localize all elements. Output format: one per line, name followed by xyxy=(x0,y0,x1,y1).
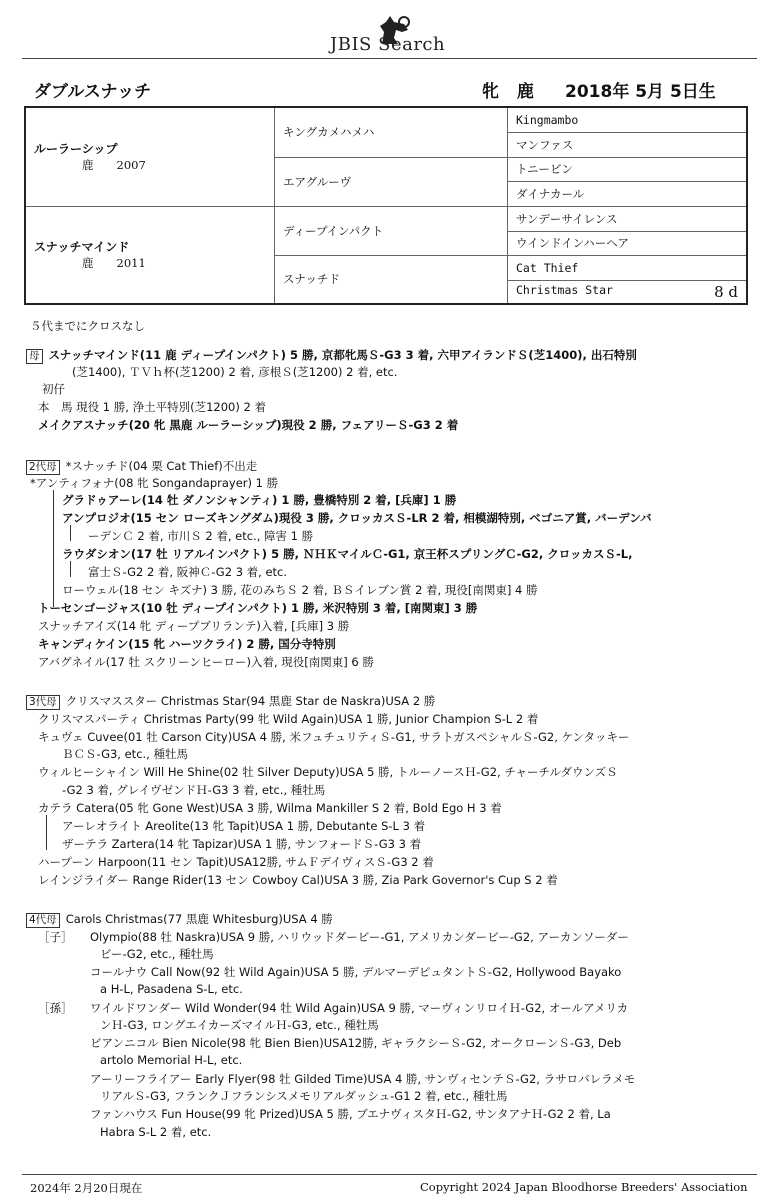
list-item[interactable]: *アンティフォナ(08 牝 Songandaprayer) 1 勝 xyxy=(30,476,279,490)
pedigree-dam-dam[interactable]: スナッチド xyxy=(275,255,508,304)
section-tag-g3: 3代母 xyxy=(26,695,60,710)
list-item-cont: ビー-G2, etc., 種牡馬 xyxy=(100,947,214,961)
list-item[interactable]: カテラ Catera(05 牝 Gone West)USA 3 勝, Wilma Mankiller S 2 着, Bold Ego H 3 着 xyxy=(38,801,502,815)
copyright: Copyright 2024 Japan Bloodhorse Breeders' Association xyxy=(420,1180,748,1194)
list-item[interactable]: ファンハウス Fun House(99 牝 Prized)USA 5 勝, ブエナヴィスタＨ-G2, サンタアナＨ-G2 2 着, La xyxy=(90,1107,611,1121)
list-item: 本 馬 現役 1 勝, 浄土平特別(芝1200) 2 着 xyxy=(38,400,266,414)
list-item-cont: a H-L, Pasadena S-L, etc. xyxy=(100,982,243,996)
tree-line xyxy=(46,815,47,850)
jbis-logo[interactable] xyxy=(0,8,775,56)
inbreeding-code: 8 d xyxy=(714,282,738,301)
list-item[interactable]: アバグネイル(17 牡 スクリーンヒーロー)入着, 現役[南関東] 6 勝 xyxy=(38,655,374,669)
list-item[interactable]: メイクアスナッチ(20 牝 黒鹿 ルーラーシップ)現役 2 勝, フェアリーＳ-G3 2 着 xyxy=(38,418,459,432)
child-label: ［子］ xyxy=(38,930,73,944)
pedigree-g3-8-name[interactable]: Christmas Star xyxy=(516,282,613,297)
tree-line xyxy=(70,561,71,577)
cross-note: ５代までにクロスなし xyxy=(30,319,145,333)
pedigree-g3-8[interactable] xyxy=(508,280,748,304)
list-item-cont: ーデンＣ 2 着, 市川Ｓ 2 着, etc., 障害 1 勝 xyxy=(88,529,314,543)
list-item-cont: (芝1400), ＴＶｈ杯(芝1200) 2 着, 彦根Ｓ(芝1200) 2 着, etc. xyxy=(72,365,398,379)
pedigree-sire-cell xyxy=(25,107,275,206)
tree-line xyxy=(53,490,54,607)
sire-info: 鹿 2007 xyxy=(82,158,146,173)
pedigree-dam-sire[interactable]: ディープインパクト xyxy=(275,206,508,255)
list-item[interactable]: ザーテラ Zartera(14 牝 Tapizar)USA 1 勝, サンフォードＳ-G3 3 着 xyxy=(62,837,422,851)
dam-info: 鹿 2011 xyxy=(82,256,146,271)
pedigree-g3-3[interactable]: トニービン xyxy=(508,157,748,181)
list-item[interactable]: ワイルドワンダー Wild Wonder(94 牡 Wild Again)USA 9 勝, マーヴィンリロイＨ-G2, オールアメリカ xyxy=(90,1001,629,1015)
pedigree-g3-1[interactable]: Kingmambo xyxy=(508,107,748,132)
list-item-cont: -G2 3 着, グレイヴゼンドＨ-G3 3 着, etc., 種牡馬 xyxy=(62,783,326,797)
horse-birth-date: 2018年 5月 5日生 xyxy=(565,82,716,102)
g3-line xyxy=(26,693,435,710)
tree-line xyxy=(70,525,71,541)
list-item[interactable]: レインジライダー Range Rider(13 セン Cowboy Cal)USA 3 勝, Zia Park Governor's Cup S 2 着 xyxy=(38,873,558,887)
pedigree-g3-4[interactable]: ダイナカール xyxy=(508,181,748,206)
list-item[interactable]: スナッチマインド(11 鹿 ディープインパクト) 5 勝, 京都牝馬Ｓ-G3 3 着, 六甲アイランドＳ(芝1400), 出石特別 xyxy=(48,348,637,362)
header-divider xyxy=(22,58,757,59)
list-item[interactable]: アンプロジオ(15 セン ローズキングダム)現役 3 勝, クロッカスＳ-LR 2 着, 相模湖特別, ベゴニア賞, バーデンバ xyxy=(62,511,652,525)
pedigree-g3-5[interactable]: サンデーサイレンス xyxy=(508,206,748,231)
list-item[interactable]: ビアンニコル Bien Nicole(98 牝 Bien Bien)USA12勝, ギャラクシーＳ-G2, オークローンＳ-G3, Deb xyxy=(90,1036,622,1050)
list-item[interactable]: トーセンゴージャス(10 牡 ディープインパクト) 1 勝, 米沢特別 3 着, [南関東] 3 勝 xyxy=(38,601,478,615)
as-of-date: 2024年 2月20日現在 xyxy=(30,1181,143,1195)
list-item[interactable]: *スナッチド(04 栗 Cat Thief)不出走 xyxy=(65,459,258,473)
pedigree-g3-7[interactable]: Cat Thief xyxy=(508,255,748,280)
list-item[interactable]: スナッチアイズ(14 牝 ディープブリランテ)入着, [兵庫] 3 勝 xyxy=(38,619,350,633)
list-item-cont: 富士Ｓ-G2 2 着, 阪神Ｃ-G2 3 着, etc. xyxy=(88,565,288,579)
list-item-cont: ＢＣＳ-G3, etc., 種牡馬 xyxy=(62,747,188,761)
list-item: 初仔 xyxy=(42,382,65,396)
list-item[interactable]: ラウダシオン(17 牡 リアルインパクト) 5 勝, ＮＨＫマイルＣ-G1, 京王杯スプリングＣ-G2, クロッカスＳ-L, xyxy=(62,547,633,561)
grandchild-label: ［孫］ xyxy=(38,1001,73,1015)
list-item[interactable]: クリスマスパーティ Christmas Party(99 牝 Wild Again)USA 1 勝, Junior Champion S-L 2 着 xyxy=(38,712,539,726)
list-item[interactable]: キュヴェ Cuvee(01 牡 Carson City)USA 4 勝, 米フュチュリティＳ-G1, サラトガスペシャルＳ-G2, ケンタッキー xyxy=(38,730,630,744)
section-tag-g4: 4代母 xyxy=(26,913,60,928)
horse-name: ダブルスナッチ xyxy=(34,82,152,102)
list-item[interactable]: ハープーン Harpoon(11 セン Tapit)USA12勝, サムＦデイヴィスＳ-G3 2 着 xyxy=(38,855,434,869)
section-tag-dam: 母 xyxy=(26,349,43,364)
section-tag-g2: 2代母 xyxy=(26,460,60,475)
list-item[interactable]: コールナウ Call Now(92 牡 Wild Again)USA 5 勝, デルマーデビュタントＳ-G2, Hollywood Bayako xyxy=(90,965,622,979)
list-item-cont: artolo Memorial H-L, etc. xyxy=(100,1053,243,1067)
pedigree-sire-dam[interactable]: エアグルーヴ xyxy=(275,157,508,206)
pedigree-table xyxy=(24,106,748,305)
footer-divider xyxy=(22,1174,757,1175)
list-item[interactable]: アーレオライト Areolite(13 牝 Tapit)USA 1 勝, Debutante S-L 3 着 xyxy=(62,819,426,833)
dam-line xyxy=(26,347,637,364)
list-item[interactable]: Carols Christmas(77 黒鹿 Whitesburg)USA 4 勝 xyxy=(65,912,333,926)
pedigree-g3-6[interactable]: ウインドインハーヘア xyxy=(508,231,748,255)
list-item-cont: ンＨ-G3, ロングエイカーズマイルＨ-G3, etc., 種牡馬 xyxy=(100,1018,379,1032)
list-item[interactable]: ローウェル(18 セン キズナ) 3 勝, 花のみちＳ 2 着, ＢＳイレブン賞 2 着, 現役[南関東] 4 勝 xyxy=(62,583,538,597)
list-item[interactable]: クリスマススター Christmas Star(94 黒鹿 Star de Naskra)USA 2 勝 xyxy=(65,694,436,708)
list-item[interactable]: グラドゥアーレ(14 牡 ダノンシャンティ) 1 勝, 豊橋特別 2 着, [兵庫] 1 勝 xyxy=(62,493,457,507)
sire-name[interactable]: ルーラーシップ xyxy=(34,142,118,157)
list-item-cont: リアルＳ-G3, フランクＪフランシスメモリアルダッシュ-G1 2 着, etc., 種牡馬 xyxy=(100,1089,508,1103)
list-item[interactable]: Olympio(88 牡 Naskra)USA 9 勝, ハリウッドダービー-G1, アメリカンダービー-G2, アーカンソーダー xyxy=(90,930,629,944)
horse-sex-color: 牝 鹿 xyxy=(482,82,540,102)
g2-line xyxy=(26,458,257,475)
list-item[interactable]: キャンディケイン(15 牝 ハーツクライ) 2 勝, 国分寺特別 xyxy=(38,637,336,651)
list-item[interactable]: ウィルヒーシャイン Will He Shine(02 牡 Silver Deputy)USA 5 勝, トルーノースＨ-G2, チャーチルダウンズＳ xyxy=(38,765,618,779)
list-item[interactable]: アーリーフライアー Early Flyer(98 牡 Gilded Time)USA 4 勝, サンヴィセンテＳ-G2, ラサロバレラメモ xyxy=(90,1072,636,1086)
g4-line xyxy=(26,911,333,928)
dam-name[interactable]: スナッチマインド xyxy=(34,240,130,255)
pedigree-sire-sire[interactable]: キングカメハメハ xyxy=(275,107,508,157)
pedigree-dam-cell xyxy=(25,206,275,304)
pedigree-g3-2[interactable]: マンファス xyxy=(508,132,748,157)
list-item-cont: Habra S-L 2 着, etc. xyxy=(100,1125,212,1139)
logo-text: JBIS Search xyxy=(330,34,446,55)
